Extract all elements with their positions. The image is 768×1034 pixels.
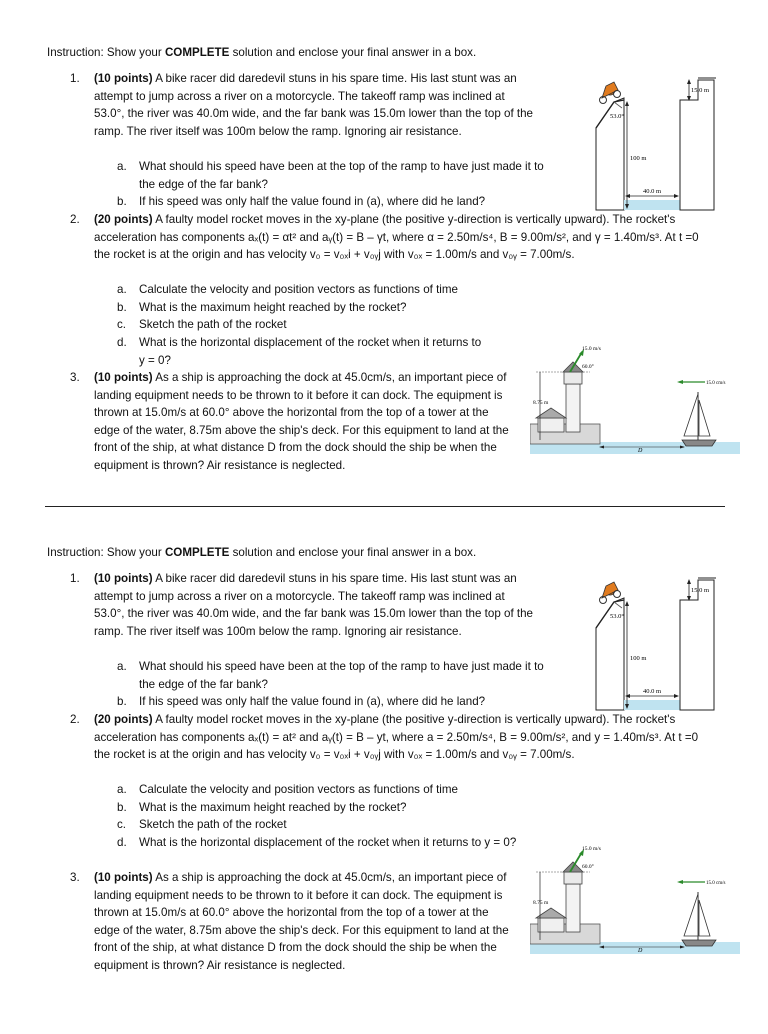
svg-text:15.0 m: 15.0 m [691,587,710,594]
worksheet-copy-1 [0,44,768,534]
svg-text:40.0 m: 40.0 m [643,188,662,195]
question-2a: a. Calculate the velocity and position vectors as functions of time [117,783,458,796]
worksheet-copy-2 [0,544,768,1034]
svg-text:15.0 cm/s: 15.0 cm/s [706,381,726,386]
question-3: 3. (10 points) As a ship is approaching the dock at 45.0cm/s, an important piece of landing equipment needs to be thrown to it before it can dock. The equipment is thrown at 15.0m/s at 60.0° above the horizontal from the top of a tower at the edge of the water, 8.75m above the ship's deck. For this equipment to land at the front of the ship, at what distance D from the dock should the ship be when the equipment is thrown? Air resistance is neglected. [70,371,509,472]
lighthouse-ship-figure [530,844,740,954]
svg-text:15.0 m/s: 15.0 m/s [582,346,601,352]
motorcycle-jump-figure [588,68,718,218]
svg-text:D: D [638,948,643,954]
svg-text:100 m: 100 m [630,655,647,662]
svg-text:60.0°: 60.0° [582,864,594,870]
question-2: 2. (20 points) A faulty model rocket moves in the xy-plane (the positive y-direction is vertically upward). The rocket's acceleration has components aₓ(t) = at² and aᵧ(t) = B – yt, where a = 2.50m/s⁴, B = 9.00m/s², and y = 1.40m/s³. At t =0 the rocket is at the origin and has velocity v₀ = v₀ₓi + v₀ᵧj with v₀ₓ = 1.00m/s and v₀ᵧ = 7.00m/s. [70,713,699,761]
question-1a: a. What should his speed have been at the top of the ramp to have just made it to the edge of the far bank? [117,660,544,691]
section-divider [45,506,725,507]
svg-text:D: D [638,448,643,454]
lighthouse-ship-figure [530,344,740,454]
question-2b: b. What is the maximum height reached by the rocket? [117,801,407,814]
instruction-line: Instruction: Show your COMPLETE solution and enclose your final answer in a box. [47,46,477,59]
question-2d: d. What is the horizontal displacement of the rocket when it returns to y = 0? [117,336,482,367]
svg-text:100 m: 100 m [630,155,647,162]
motorcycle-jump-figure [588,568,718,718]
svg-text:40.0 m: 40.0 m [643,688,662,695]
question-2c: c. Sketch the path of the rocket [117,318,287,331]
sailboat-icon [682,392,716,446]
svg-text:53.0°: 53.0° [610,613,624,620]
question-2: 2. (20 points) A faulty model rocket moves in the xy-plane (the positive y-direction is vertically upward). The rocket's acceleration has components aₓ(t) = αt² and aᵧ(t) = B – γt, where α = 2.50m/s⁴, B = 9.00m/s², and γ = 1.40m/s³. At t =0 the rocket is at the origin and has velocity v₀ = v₀ₓi + v₀ᵧj with v₀ₓ = 1.00m/s and v₀ᵧ = 7.00m/s. [70,213,699,261]
svg-text:53.0°: 53.0° [610,113,624,120]
instruction-line: Instruction: Show your COMPLETE solution and enclose your final answer in a box. [47,546,477,559]
question-1b: b. If his speed was only half the value found in (a), where did he land? [117,695,486,708]
svg-text:8.75 m: 8.75 m [533,900,549,906]
svg-text:8.75 m: 8.75 m [533,400,549,406]
question-3: 3. (10 points) As a ship is approaching the dock at 45.0cm/s, an important piece of landing equipment needs to be thrown to it before it can dock. The equipment is thrown at 15.0m/s at 60.0° above the horizontal from the top of a tower at the edge of the water, 8.75m above the ship's deck. For this equipment to land at the front of the ship, at what distance D from the dock should the ship be when the equipment is thrown? Air resistance is neglected. [70,871,509,972]
question-2d: d. What is the horizontal displacement of the rocket when it returns to y = 0? [117,836,517,849]
sailboat-icon [682,892,716,946]
svg-text:15.0 cm/s: 15.0 cm/s [706,881,726,886]
svg-text:15.0 m/s: 15.0 m/s [582,846,601,852]
question-1: 1. (10 points) A bike racer did daredevil stuns in his spare time. His last stunt was an attempt to jump across a river on a motorcycle. The takeoff ramp was inclined at 53.0°, the river was 40.0m wide, and the far bank was 15.0m lower than the top of the ramp. The river itself was 100m below the ramp. Ignoring air resistance. [70,72,534,138]
question-2a: a. Calculate the velocity and position vectors as functions of time [117,283,458,296]
svg-text:60.0°: 60.0° [582,364,594,370]
question-1: 1. (10 points) A bike racer did daredevil stuns in his spare time. His last stunt was an attempt to jump across a river on a motorcycle. The takeoff ramp was inclined at 53.0°, the river was 40.0m wide, and the far bank was 15.0m lower than the top of the ramp. The river itself was 100m below the ramp. Ignoring air resistance. [70,572,534,638]
question-2b: b. What is the maximum height reached by the rocket? [117,301,407,314]
question-2c: c. Sketch the path of the rocket [117,818,287,831]
question-1b: b. If his speed was only half the value found in (a), where did he land? [117,195,486,208]
svg-text:15.0 m: 15.0 m [691,87,710,94]
question-1a: a. What should his speed have been at the top of the ramp to have just made it to the edge of the far bank? [117,160,544,191]
